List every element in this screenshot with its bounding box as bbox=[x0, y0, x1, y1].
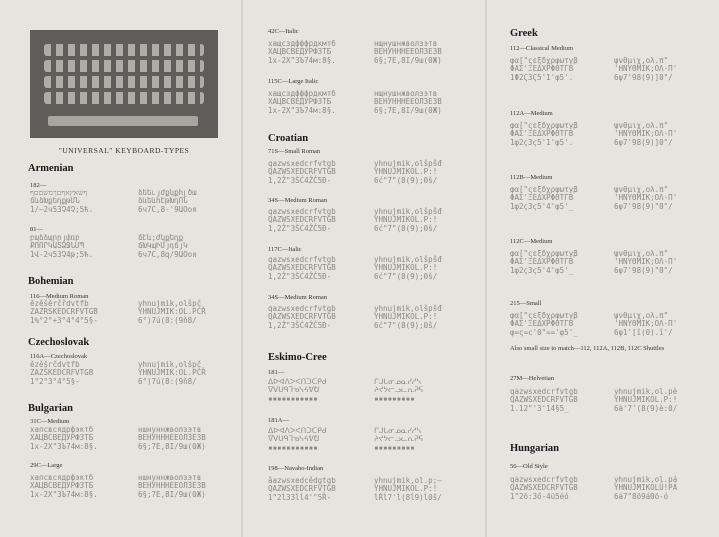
sample-right: yhnujmik,olšpč YHNUJMIK:OL.PČŘ 6°)7ú(8:(9ň8/ bbox=[138, 360, 206, 386]
sample-left: qazwsxedcrfvtgb QAZWSXEDCRFVTGB 1"2ö:3ő-4ü5éó bbox=[510, 475, 578, 501]
section-title-bohemian: Bohemian bbox=[28, 276, 74, 287]
sample-label: 116—Medium Roman bbox=[30, 293, 89, 300]
sample-label: 112C—Medium bbox=[510, 238, 553, 245]
sample-label: 115C—Large Italic bbox=[268, 78, 319, 85]
section-title-greek: Greek bbox=[510, 28, 538, 39]
sample-right: ψνθμιχ,ολ.π" 'ΗΝΥΘΜΙΚ;ΟΛ·Π' 6ψ1'[î(0).î'/ bbox=[614, 311, 678, 337]
sample-label: 181A— bbox=[268, 417, 289, 424]
sample-right: ншнуннжволзэтв ВЕНУНННЕЕОЛЗЕЗВ 6§;7Е,8I/9ш(0Ж) bbox=[138, 473, 206, 499]
sample-left: qazwsxedcrfvtgb QAZWSXEDCRFVTGB 1,2Ž"3ŠĆ4ŽČ5Đ- bbox=[268, 304, 336, 330]
sample-left: ᐃᐅᐊᐱᐳᐸᑎᑐᑕᑭᑯ ᐁᐯᑌᑫᒣᓀᓭᔦᕓᕞ ▪▪▪▪▪▪▪▪▪▪▪ bbox=[268, 377, 327, 403]
sample-right: yhnujmik,ol.pè YHNUJMIKOL.P:! 6à'7'(8(9)è:0/ bbox=[614, 387, 678, 413]
sample-label: 112—Classical Medium bbox=[510, 45, 574, 52]
sample-left: qazwsxedcrfvtgb QAZWSXEDCRFVTGB 1,2Ž"3ŠĆ4ŽČ5Đ- bbox=[268, 255, 336, 281]
sample-right: yhnujmik,olšpšđ YHNUJMIKOL.P:! 6ć"7"(8(9);0š/ bbox=[374, 207, 442, 233]
column-3 bbox=[486, 0, 719, 537]
section-title-croatian: Croatian bbox=[268, 133, 309, 144]
sample-left: qazwsxedcrfvtgb QAZWSXEDCRFVTGB 1.12"'3'14§5_ bbox=[510, 387, 578, 413]
typewriter-photo bbox=[30, 30, 218, 138]
sample-left: ǎazwsxedcědgtgb QAZWSXEDCRFVTGB 1"2ĺ33ĺĺ4'"5Ř- bbox=[268, 476, 336, 502]
sample-label: 29C—Large bbox=[30, 462, 63, 469]
sample-left: хапсвсядрфэктб ХАЦВСВЕДУРФЗТБ 1х-2Х"3Ъ74м:8§. bbox=[30, 473, 98, 499]
sample-right: ψνθμιχ,ολ.π" 'ΗΝΥΘΜΙΚ;ΟΛ·Π' 6ψ7'98(9)"0"/ bbox=[614, 185, 678, 211]
sample-left: ףשאץאףםךמשםםף ճևձԽքեդքթՄՆ 1/–2ч53Չ4Չ;5ћ. bbox=[30, 188, 94, 214]
sample-right: ψνθμιχ,ολ.π" 'ΗΝΥΘΜΙΚ;ΟΛ·Π' 6ψ7'98(9)]0"/ bbox=[614, 121, 678, 147]
section-title-armenian: Armenian bbox=[28, 163, 74, 174]
column-1 bbox=[0, 0, 240, 537]
sample-left: хапсвсядрфэктб ХАЦВСВЕДУРФЗТБ 1х-2Х"3Ъ74м:8§. bbox=[30, 425, 98, 451]
sample-right: ншнуннжволзэтв ВЕНУНННЕЕОЛЗЕЗВ 6§;7Е,8I/9ш(0Ж) bbox=[138, 425, 206, 451]
sample-label: 117C—Italic bbox=[268, 246, 302, 253]
sample-left: φα["ςεξδχρφωτγβ ΦΑΣ'ΞΕΔΧΡΦΘΤΓΒ 1φ2ϛ3ϛ5'4'φ5'_ bbox=[510, 185, 578, 211]
sample-right: ᒋᒍᒐᓂᓄᓇᓯᓱᓴ ᔨᔪᔭᓕᓗᓚᕆᕈᕋ ▪▪▪▪▪▪▪▪▪ bbox=[374, 377, 424, 403]
section-title-eskimo-cree: Eskimo-Cree bbox=[268, 352, 327, 363]
sample-label: 31C—Medium bbox=[30, 418, 70, 425]
section-title-bulgarian: Bulgarian bbox=[28, 403, 73, 414]
sample-right: ձեեւյժքկքհլծա ձևեևհէթԽդՈՆ 6ч7C,8-'9ԱՕօя bbox=[138, 188, 197, 214]
sample-label: 81— bbox=[30, 226, 43, 233]
greek-shuttle-note: Also small size to match—112, 112A, 112B, 112C Shuttles bbox=[510, 345, 665, 352]
sample-label: 42C—Italic bbox=[268, 28, 299, 35]
sample-right: ψνθμιχ,ολ.π" 'ΗΝΥΘΜΙΚ;ΟΛ·Π' 6ψ7'98(9)]0"/ bbox=[614, 56, 678, 82]
sample-right: ճէև;ժկքեդք ճԽԿպԻՄյդճյԿ 6ч7C,8զ/9ԱՕօя bbox=[138, 233, 197, 259]
sample-left: φα["ςεξδχρφωτγβ ΦΑΣ'ΞΕΔΧΡΦΘΤΓΒ 1φ2ϛ3ϛ5'1'φ5'. bbox=[510, 121, 578, 147]
sample-right: yhnujmik,ol.p;– YHNUJMIKOL.P:! ĺŘĺ7'ĺ(8ĺ9)ĺ0š/ bbox=[374, 476, 442, 502]
sample-left: բպձձպրրյփռբ ՔՈՈՐԿԱՏՁՋՆՄՊ 1Վ-2ч53Չ4թ;5ћ. bbox=[30, 233, 94, 259]
section-title-czechoslovak: Czechoslovak bbox=[28, 337, 90, 348]
sample-label: 198—Navaho-Indian bbox=[268, 465, 324, 472]
sample-left: φα["ςεξδχρφωτγβ ΦΑΣ'ΞΕΔΧΡΦΘΤΓΒ φ≈ς≈c'0"≈≈'φ5'_ bbox=[510, 311, 578, 337]
sample-right: yhnujmik,olšpšđ YHNUJMIKOL.P:! 6ć"7"(8(9);0š/ bbox=[374, 159, 442, 185]
sample-right: нщнушнжволзэтв ВЕНУНННЕЕОЛЗЕЗВ 6§;7Е,8I/9ш(0Ж) bbox=[374, 39, 442, 65]
sample-label: 112B—Medium bbox=[510, 174, 553, 181]
sample-left: φα["ςεξδχρφωτγβ ΦΑΣ'ΞΕΔΧΡΦΘΤΓΒ 1φ2ϛ3ϛ5'4'φ5'_ bbox=[510, 249, 578, 275]
sample-right: нщнушнжволзэтв ВЕНУНННЕЕОЛЗЕЗВ 6§;7Е,8I/9ш(0Ж) bbox=[374, 89, 442, 115]
sample-label: 34S—Medium Roman bbox=[268, 197, 328, 204]
sample-right: yhnujmik,olšpč YHNUJMIK:OL.PČŘ 6°)7ú(8:(9ň8/ bbox=[138, 299, 206, 325]
sample-label: 71S—Small Roman bbox=[268, 148, 321, 155]
sample-left: хащсздфффрдкмтб ХАЦВСВЕДУРФЗТБ 1х-2Х"3Ъ74м:8§. bbox=[268, 39, 336, 65]
sample-label: 181— bbox=[268, 369, 285, 376]
sample-left: ězěšrčdvtfb ZAZŠKEDCRFVTGB 1°2°3°4°5§- bbox=[30, 360, 94, 386]
sample-label: 182— bbox=[30, 182, 47, 189]
sample-label: 56—Old Style bbox=[510, 463, 548, 470]
sample-right: ψνθμιχ,ολ.π" 'ΗΝΥΘΜΙΚ;ΟΛ·Π' 6ψ7'98(9)"0"/ bbox=[614, 249, 678, 275]
sample-right: yhnujmik,olšpšđ YHNUJMIKOL.P:! 6ć"7"(8(9);0š/ bbox=[374, 304, 442, 330]
sample-left: qazwsxedcrfvtgb QAZWSXEDCRFVTGB 1,2Ž"3ŠĆ4ŽČ5Đ- bbox=[268, 207, 336, 233]
sample-label: 116A—Czechoslovak bbox=[30, 353, 88, 360]
sample-label: 112A—Medium bbox=[510, 110, 553, 117]
sample-right: yhnujmik,olšpšđ YHNUJMIKOL.P:! 6ć"7"(8(9);0š/ bbox=[374, 255, 442, 281]
sample-left: ᐃᐅᐊᐱᐳᐸᑎᑐᑕᑭᑯ ᐁᐯᑌᑫᒣᓀᓭᔦᕓᕞ ▪▪▪▪▪▪▪▪▪▪▪ bbox=[268, 426, 327, 452]
sample-left: qazwsxedcrfvtgb QAZWSXEDCRFVTGB 1,2Ž"3ŠĆ4ŽČ5Đ- bbox=[268, 159, 336, 185]
sample-label: 34S—Medium Roman bbox=[268, 294, 328, 301]
section-title-hungarian: Hungarian bbox=[510, 443, 560, 454]
sample-left: хащсздфффрдкмтб ХАЦВСВЕДУРФЗТБ 1х-2Х"3Ъ74м:8§. bbox=[268, 89, 336, 115]
sample-right: yhnujmik,ol.pá YHNUJMIKOLÜ!PÁ 6á7"8ö9á0ö-ó bbox=[614, 475, 678, 501]
column-2 bbox=[242, 0, 484, 537]
sample-label: 215—Small bbox=[510, 300, 542, 307]
photo-caption: "UNIVERSAL" KEYBOARD-TYPES bbox=[58, 146, 190, 155]
sample-left: ězěšěrčřdvtfb ZAZRSKEDCRFVTGB 1%°2°+3°4°4°5§- bbox=[30, 299, 98, 325]
sample-left: φα["ςεξδχρφωτγβ ΦΑΣ'ΞΕΔΧΡΦΘΤΓΒ 1Φ2Ϛ3Ϛ5'1'φ5'. bbox=[510, 56, 578, 82]
sample-label: 27M—Helvetian bbox=[510, 375, 555, 382]
sample-right: ᒋᒍᒐᓂᓄᓇᓯᓱᓴ ᔨᔪᔭᓕᓗᓚᕆᕈᕋ ▪▪▪▪▪▪▪▪▪ bbox=[374, 426, 424, 452]
